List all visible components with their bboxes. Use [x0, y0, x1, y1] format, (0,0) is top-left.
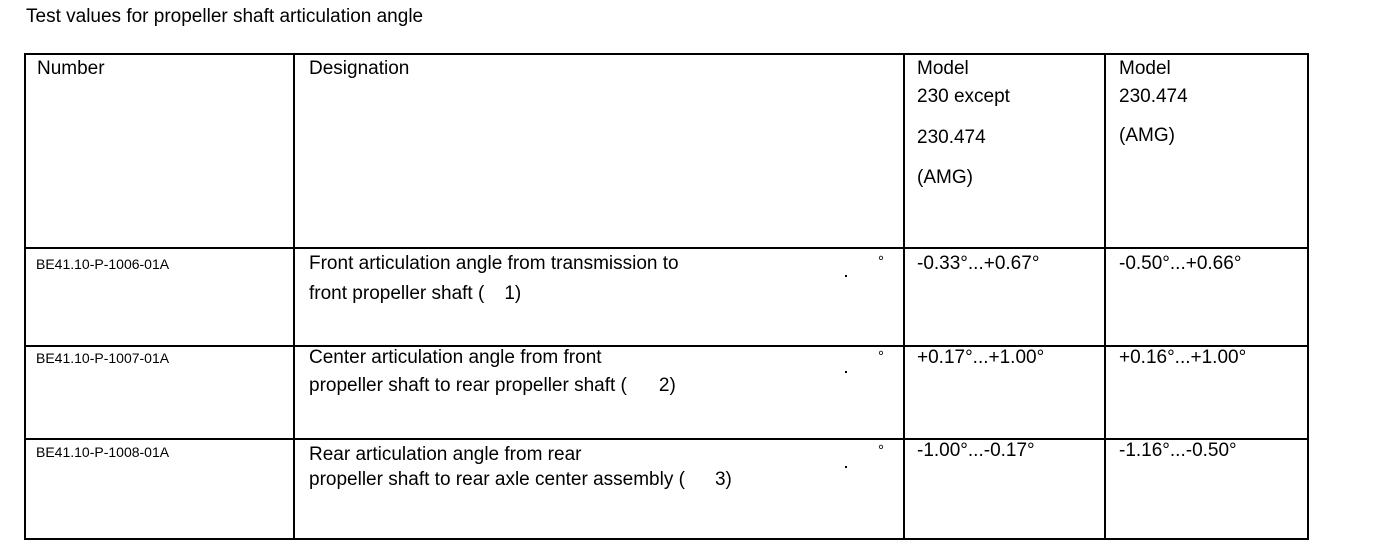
table-border-left — [24, 53, 26, 540]
row-number: BE41.10-P-1006-01A — [36, 256, 170, 272]
header-model-a-line4: (AMG) — [917, 167, 973, 188]
column-divider — [903, 53, 905, 540]
row-divider — [24, 345, 1309, 347]
row-marker-dot — [845, 466, 847, 468]
column-divider — [1104, 53, 1106, 540]
row-model-b-value: -0.50°...+0.66° — [1119, 253, 1242, 274]
header-designation: Designation — [309, 58, 410, 79]
row-marker-dot — [845, 371, 847, 373]
header-number: Number — [37, 58, 105, 79]
row-unit: ° — [878, 348, 884, 365]
row-divider — [24, 247, 1309, 249]
row-designation-line1: Rear articulation angle from rear — [309, 444, 582, 465]
header-model-a-line1: Model — [917, 58, 969, 79]
column-divider — [293, 53, 295, 540]
row-divider — [24, 438, 1309, 440]
document-title: Test values for propeller shaft articulation angle — [26, 6, 424, 27]
row-designation-line2: front propeller shaft ( 1) — [309, 283, 522, 304]
table-border-right — [1307, 53, 1309, 540]
header-model-a-line2: 230 except — [917, 86, 1010, 107]
row-designation-line1: Center articulation angle from front — [309, 347, 602, 368]
row-unit: ° — [878, 253, 884, 270]
row-unit: ° — [878, 442, 884, 459]
row-number: BE41.10-P-1007-01A — [36, 350, 170, 366]
table-border-bottom — [24, 538, 1309, 540]
table-border-top — [24, 53, 1309, 55]
row-model-b-value: -1.16°...-0.50° — [1119, 440, 1237, 461]
row-model-a-value: -1.00°...-0.17° — [917, 440, 1035, 461]
row-model-b-value: +0.16°...+1.00° — [1119, 347, 1247, 368]
row-designation-line2: propeller shaft to rear propeller shaft ( 2) — [309, 375, 676, 396]
header-model-b-line3: (AMG) — [1119, 125, 1175, 146]
header-model-a-line3: 230.474 — [917, 127, 986, 148]
header-model-b-line1: Model — [1119, 58, 1171, 79]
row-marker-dot — [845, 275, 847, 277]
row-model-a-value: +0.17°...+1.00° — [917, 347, 1045, 368]
header-model-b-line2: 230.474 — [1119, 86, 1188, 107]
row-model-a-value: -0.33°...+0.67° — [917, 253, 1040, 274]
row-designation-line2: propeller shaft to rear axle center assembly ( 3) — [309, 469, 732, 490]
row-designation-line1: Front articulation angle from transmission to — [309, 253, 679, 274]
row-number: BE41.10-P-1008-01A — [36, 444, 170, 460]
